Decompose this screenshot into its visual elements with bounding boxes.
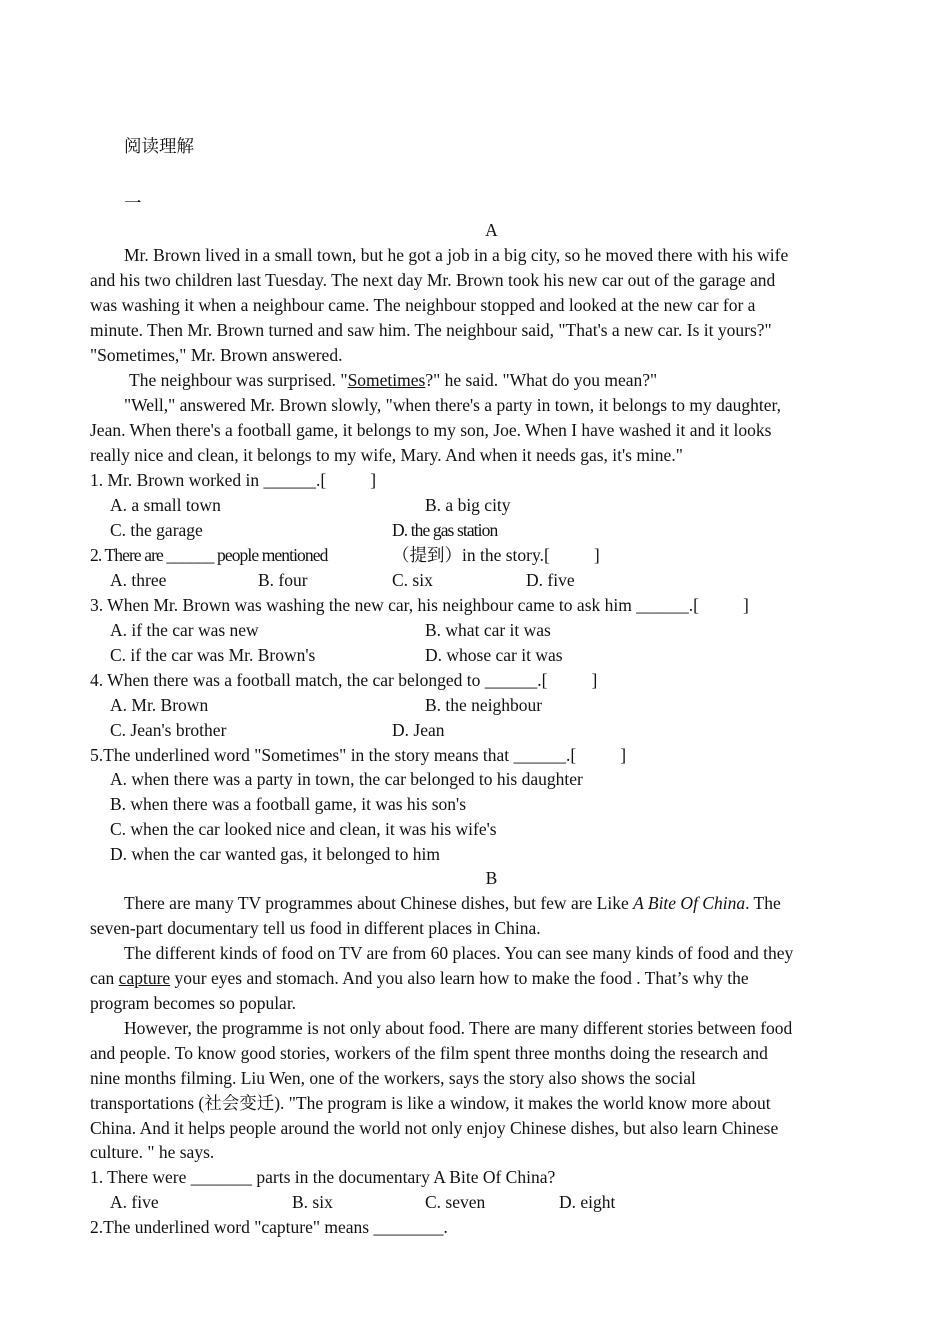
option-a4-c: C. Jean's brother — [110, 720, 227, 740]
option-b1-a: A. five — [110, 1192, 159, 1212]
passage-a-line: really nice and clean, it belongs to my wife, Mary. And when it needs gas, it's mine." — [90, 445, 683, 465]
passage-b-line: can capture your eyes and stomach. And you also learn how to make the food . That’s why the — [90, 968, 749, 988]
passage-a-line: "Well," answered Mr. Brown slowly, "when there's a party in town, it belongs to my daughter, — [124, 395, 782, 415]
option-a3-b: B. what car it was — [425, 620, 551, 640]
passage-b-line: seven-part documentary tell us food in different places in China. — [90, 918, 541, 938]
option-a2-c: C. six — [392, 570, 433, 590]
option-a1-c: C. the garage — [110, 520, 203, 540]
section-number: 一 — [124, 193, 142, 213]
option-a2-a: A. three — [110, 570, 167, 590]
passage-b-line: nine months filming. Liu Wen, one of the workers, says the story also shows the social — [90, 1068, 696, 1088]
question-a2: 2. There are ______ people mentioned — [90, 545, 328, 565]
option-a4-a: A. Mr. Brown — [110, 695, 209, 715]
question-a1: 1. Mr. Brown worked in ______.[ ] — [90, 470, 377, 490]
passage-a-line: Jean. When there's a football game, it belongs to my son, Joe. When I have washed it and it looks — [90, 420, 772, 440]
question-b2: 2.The underlined word "capture" means ________. — [90, 1217, 448, 1237]
passage-a-label: A — [485, 220, 498, 240]
option-a5-d: D. when the car wanted gas, it belonged to him — [110, 844, 440, 864]
option-b1-d: D. eight — [559, 1192, 616, 1212]
passage-a-line: and his two children last Tuesday. The next day Mr. Brown took his new car out of the garage and — [90, 270, 776, 290]
passage-b-line: The different kinds of food on TV are from 60 places. You can see many kinds of food and they — [124, 943, 794, 963]
passage-b-line: culture. " he says. — [90, 1142, 215, 1162]
passage-a-line: The neighbour was surprised. "Sometimes?" he said. "What do you mean?" — [129, 370, 658, 390]
option-a3-a: A. if the car was new — [110, 620, 259, 640]
option-a1-b: B. a big city — [425, 495, 511, 515]
passage-a-line: "Sometimes," Mr. Brown answered. — [90, 345, 343, 365]
option-a4-b: B. the neighbour — [425, 695, 543, 715]
underlined-word-capture: capture — [118, 968, 171, 988]
option-a1-d: D. the gas station — [392, 520, 498, 540]
question-a3: 3. When Mr. Brown was washing the new car, his neighbour came to ask him ______.[ ] — [90, 595, 749, 615]
question-b1: 1. There were _______ parts in the documentary A Bite Of China? — [90, 1167, 556, 1187]
option-a3-c: C. if the car was Mr. Brown's — [110, 645, 316, 665]
option-a5-c: C. when the car looked nice and clean, it was his wife's — [110, 819, 497, 839]
option-a4-d: D. Jean — [392, 720, 445, 740]
underlined-word-sometimes: Sometimes — [347, 370, 426, 390]
question-a4: 4. When there was a football match, the car belonged to ______.[ ] — [90, 670, 598, 690]
option-a3-d: D. whose car it was — [425, 645, 563, 665]
passage-b-line: and people. To know good stories, workers of the film spent three months doing the research and — [90, 1043, 768, 1063]
question-a2-cont: （提到）in the story.[ ] — [392, 545, 600, 565]
passage-b-line: program becomes so popular. — [90, 993, 297, 1013]
question-a5: 5.The underlined word "Sometimes" in the story means that ______.[ ] — [90, 745, 627, 765]
option-a5-a: A. when there was a party in town, the car belonged to his daughter — [110, 769, 583, 789]
option-a5-b: B. when there was a football game, it was his son's — [110, 794, 466, 814]
passage-b-line: China. And it helps people around the world not only enjoy Chinese dishes, but also learn Chinese — [90, 1118, 779, 1138]
passage-b-line: There are many TV programmes about Chinese dishes, but few are Like A Bite Of China. The — [124, 893, 781, 913]
option-a1-a: A. a small town — [110, 495, 221, 515]
passage-a-line: Mr. Brown lived in a small town, but he got a job in a big city, so he moved there with his wife — [124, 245, 789, 265]
passage-b-line: However, the programme is not only about food. There are many different stories between food — [124, 1018, 793, 1038]
documentary-title: A Bite Of China — [633, 893, 746, 913]
passage-a-line: was washing it when a neighbour came. The neighbour stopped and looked at the new car for a — [90, 295, 756, 315]
passage-b-label: B — [485, 868, 498, 888]
page-title: 阅读理解 — [124, 136, 194, 156]
option-a2-d: D. five — [526, 570, 575, 590]
option-b1-c: C. seven — [425, 1192, 486, 1212]
option-b1-b: B. six — [292, 1192, 333, 1212]
passage-b-line: transportations (社会变迁). "The program is like a window, it makes the world know more about — [90, 1093, 771, 1113]
option-a2-b: B. four — [258, 570, 308, 590]
passage-a-line: minute. Then Mr. Brown turned and saw him. The neighbour said, "That's a new car. Is it yours?" — [90, 320, 772, 340]
